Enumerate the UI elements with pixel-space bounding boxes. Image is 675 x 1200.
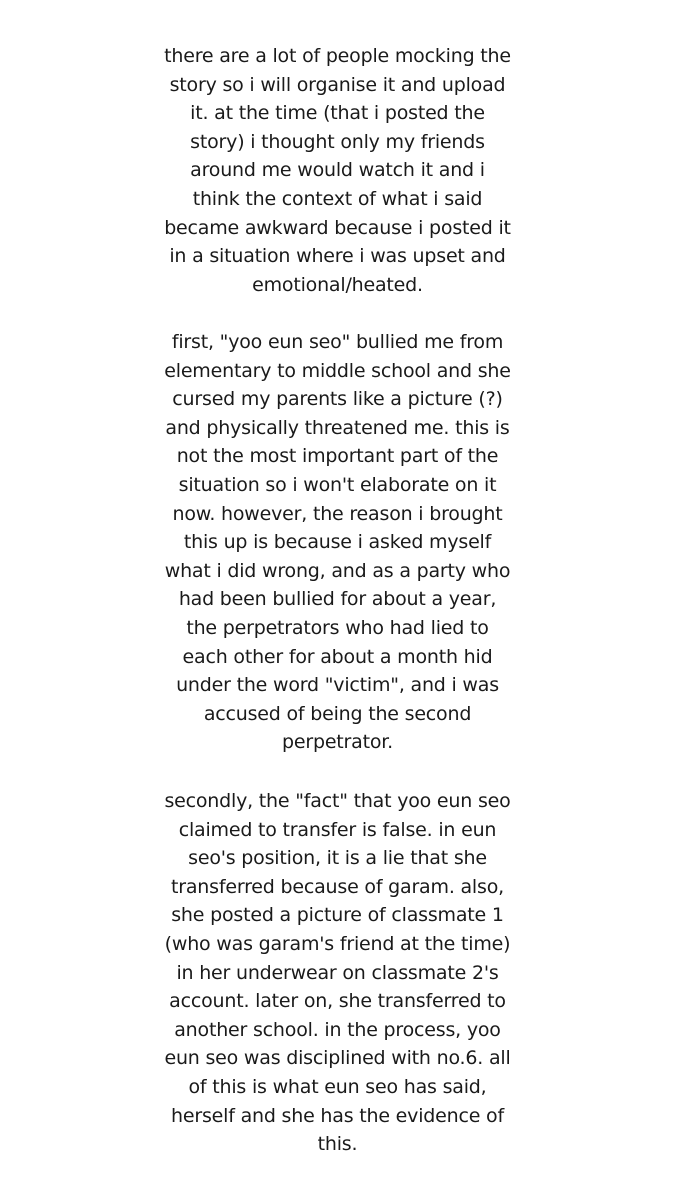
text-line: think the context of what i said	[192, 187, 483, 210]
text-line: now. however, the reason i brought	[172, 502, 503, 525]
text-line: the perpetrators who had lied to	[186, 616, 489, 639]
text-line: this.	[317, 1133, 358, 1156]
text-line: it. at the time (that i posted the	[190, 102, 485, 125]
text-line: herself and she has the evidence of	[171, 1104, 504, 1127]
text-line: eun seo was disciplined with no.6. all	[164, 1047, 511, 1070]
text-line: in a situation where i was upset and	[169, 245, 506, 268]
text-line: story) i thought only my friends	[190, 130, 485, 153]
paragraph-3	[160, 787, 515, 1159]
text-line: transferred because of garam. also,	[171, 875, 504, 898]
text-line: there are a lot of people mocking the	[164, 45, 511, 67]
text-line: in her underwear on classmate 2's	[176, 961, 499, 984]
text-line: each other for about a month hid	[182, 645, 493, 668]
text-line: not the most important part of the	[176, 445, 499, 468]
paragraph-1	[160, 42, 515, 299]
text-line: under the word "victim", and i was	[176, 674, 499, 697]
text-line: perpetrator.	[282, 731, 393, 754]
text-line: account. later on, she transferred to	[169, 990, 506, 1013]
text-line: situation so i won't elaborate on it	[178, 473, 497, 496]
text-line: story so i will organise it and upload	[169, 73, 506, 96]
text-line: accused of being the second	[203, 702, 472, 725]
text-line: what i did wrong, and as a party who	[164, 559, 511, 582]
text-line: secondly, the "fact" that yoo eun seo	[164, 790, 511, 812]
text-line: had been bullied for about a year,	[178, 588, 497, 611]
text-line: another school. in the process, yoo	[174, 1018, 501, 1041]
text-line: she posted a picture of classmate 1	[171, 904, 504, 927]
text-line: of this is what eun seo has said,	[188, 1075, 487, 1098]
text-line: and physically threatened me. this is	[165, 416, 510, 439]
text-line: elementary to middle school and she	[164, 359, 511, 382]
text-line: became awkward because i posted it	[164, 216, 511, 239]
text-line: (who was garam's friend at the time)	[164, 932, 511, 955]
text-line: around me would watch it and i	[190, 159, 485, 182]
text-line: cursed my parents like a picture (?)	[172, 388, 503, 411]
text-line: emotional/heated.	[252, 273, 423, 296]
text-line: first, "yoo eun seo" bullied me from	[171, 331, 504, 353]
text-line: seo's position, it is a lie that she	[188, 847, 487, 870]
text-line: claimed to transfer is false. in eun	[178, 818, 497, 841]
paragraph-2	[160, 328, 515, 757]
text-line: this up is because i asked myself	[183, 531, 492, 554]
